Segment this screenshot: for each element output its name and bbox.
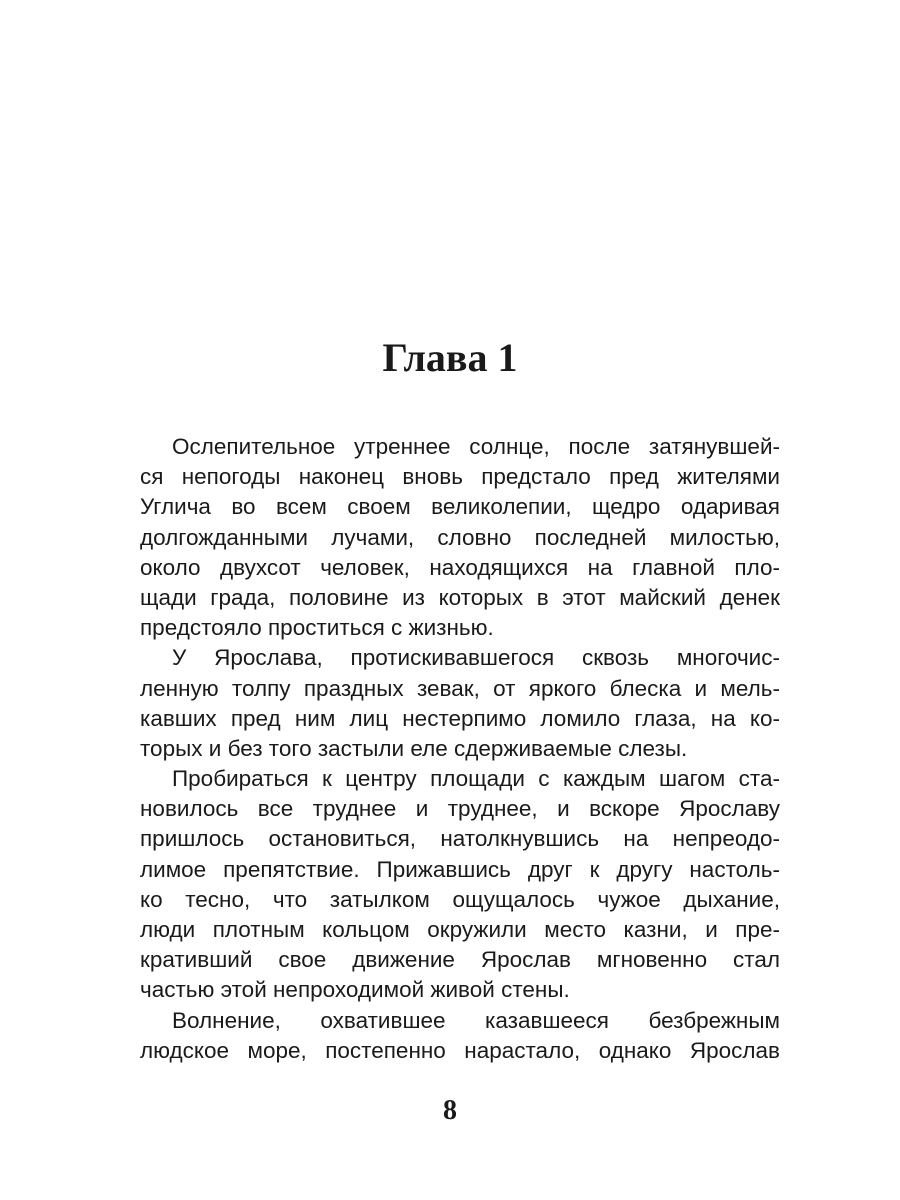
paragraph (140, 1006, 780, 1066)
text-line: Ослепительное утреннее солнце, после затянувшей- (172, 434, 780, 459)
paragraph (140, 643, 780, 764)
text-line: торых и без того застыли еле сдерживаемые слезы. (140, 735, 688, 761)
text-line: ся непогоды наконец вновь предстало пред жителями (140, 464, 780, 490)
text-line: кавших пред ним лиц нестерпимо ломило глаза, на ко- (140, 705, 780, 731)
text-line: долгожданными лучами, словно последней милостью, (140, 524, 780, 550)
text-line: предстояло проститься с жизнью. (140, 615, 494, 641)
page-number: 8 (443, 1095, 457, 1126)
text-line: Пробираться к центру площади с каждым шагом ста- (172, 766, 780, 792)
text-line: кративший свое движение Ярослав мгновенно стал (140, 947, 780, 973)
text-line: новилось все труднее и труднее, и вскоре Ярославу (140, 796, 780, 822)
text-line: Углича во всем своем великолепии, щедро одаривая (140, 494, 780, 520)
paragraph (140, 764, 780, 1006)
text-line: У Ярослава, протискивавшегося сквозь многочис- (172, 645, 780, 671)
paragraph (140, 432, 780, 643)
text-line: людское море, постепенно нарастало, однако Ярослав (140, 1037, 780, 1063)
text-line: лимое препятствие. Прижавшись друг к другу настоль- (140, 856, 780, 882)
text-line: люди плотным кольцом окружили место казни, и пре- (140, 917, 780, 942)
chapter-title: Глава 1 (382, 335, 518, 380)
text-line: ленную толпу праздных зевак, от яркого блеска и мель- (140, 675, 780, 701)
text-line: частью этой непроходимой живой стены. (140, 977, 570, 1003)
text-line: ко тесно, что затылком ощущалось чужое дыхание, (140, 886, 780, 912)
text-line: Волнение, охватившее казавшееся безбрежным (172, 1007, 780, 1033)
text-line: около двухсот человек, находящихся на главной пло- (140, 554, 780, 580)
text-line: пришлось остановиться, натолкнувшись на непреодо- (140, 826, 780, 852)
chapter-body-text (140, 432, 780, 1066)
text-line: щади града, половине из которых в этот майский денек (140, 584, 780, 610)
